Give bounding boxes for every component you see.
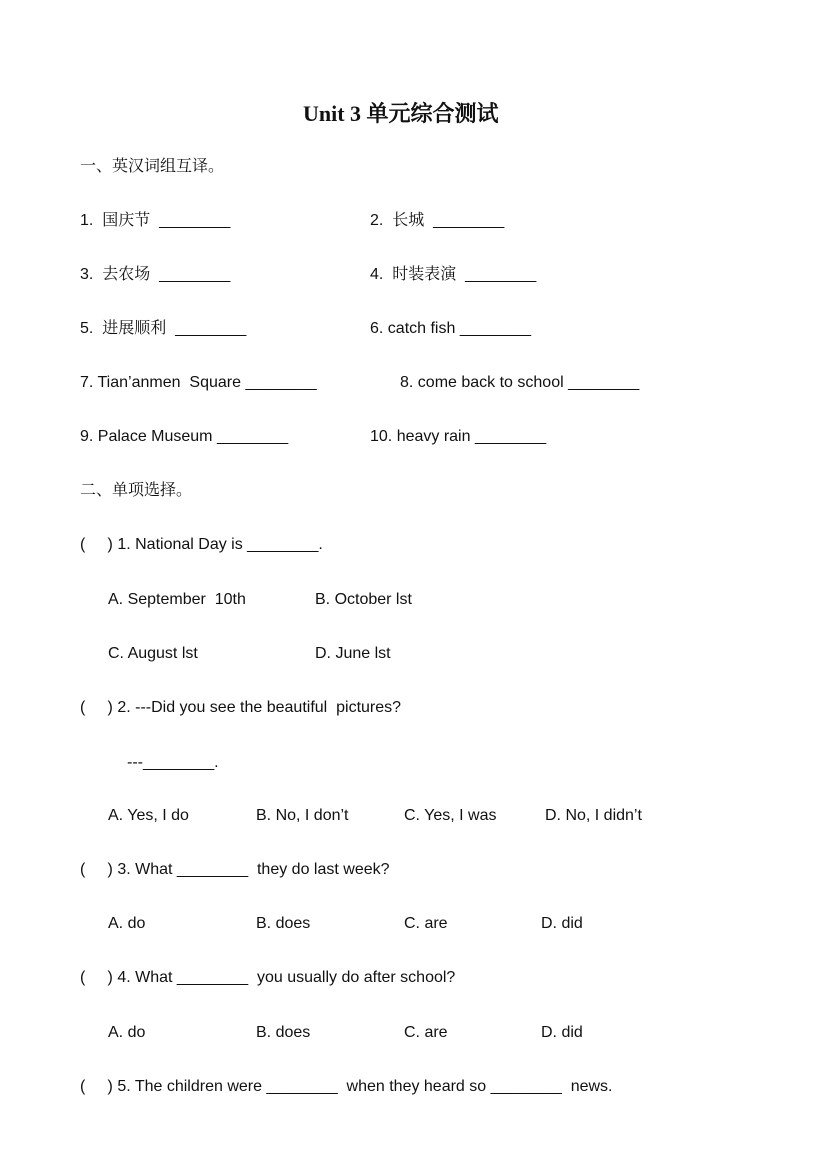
question-option: C. August lst — [108, 645, 198, 662]
page-title: Unit 3 单元综合测试 — [303, 101, 499, 126]
translation-item: 9. Palace Museum ________ — [80, 428, 289, 445]
translation-item: 5. 进展顺利 ________ — [80, 320, 247, 337]
translation-item: 2. 长城 ________ — [370, 212, 505, 229]
question-option: C. Yes, I was — [404, 807, 497, 824]
question-option: C. are — [404, 915, 448, 932]
translation-item: 6. catch fish ________ — [370, 320, 532, 337]
question-stem: ( ) 5. The children were ________ when they heard so ________ news. — [80, 1078, 613, 1095]
translation-item: 1. 国庆节 ________ — [80, 212, 231, 229]
question-option: B. No, I don’t — [256, 807, 349, 824]
question-option: A. September 10th — [108, 591, 246, 608]
question-option: B. does — [256, 1024, 311, 1041]
question-option: D. June lst — [315, 645, 391, 662]
translation-item: 7. Tian’anmen Square ________ — [80, 374, 317, 391]
question-stem: ( ) 4. What ________ you usually do after school? — [80, 969, 456, 986]
question-option: D. did — [541, 1024, 583, 1041]
question-option: C. are — [404, 1024, 448, 1041]
question-option: D. did — [541, 915, 583, 932]
question-option: A. do — [108, 915, 146, 932]
question-reply: ---________. — [127, 754, 219, 771]
section-heading-choice: 二、单项选择。 — [80, 482, 193, 499]
question-option: D. No, I didn’t — [545, 807, 642, 824]
question-stem: ( ) 3. What ________ they do last week? — [80, 861, 390, 878]
question-stem: ( ) 1. National Day is ________. — [80, 536, 323, 553]
section-heading-translation: 一、英汉词组互译。 — [80, 158, 225, 175]
question-option: B. October lst — [315, 591, 412, 608]
question-option: A. Yes, I do — [108, 807, 189, 824]
translation-item: 4. 时装表演 ________ — [370, 266, 537, 283]
question-option: A. do — [108, 1024, 146, 1041]
question-option: B. does — [256, 915, 311, 932]
translation-item: 3. 去农场 ________ — [80, 266, 231, 283]
question-stem: ( ) 2. ---Did you see the beautiful pictures? — [80, 699, 402, 716]
translation-item: 8. come back to school ________ — [400, 374, 640, 391]
translation-item: 10. heavy rain ________ — [370, 428, 547, 445]
